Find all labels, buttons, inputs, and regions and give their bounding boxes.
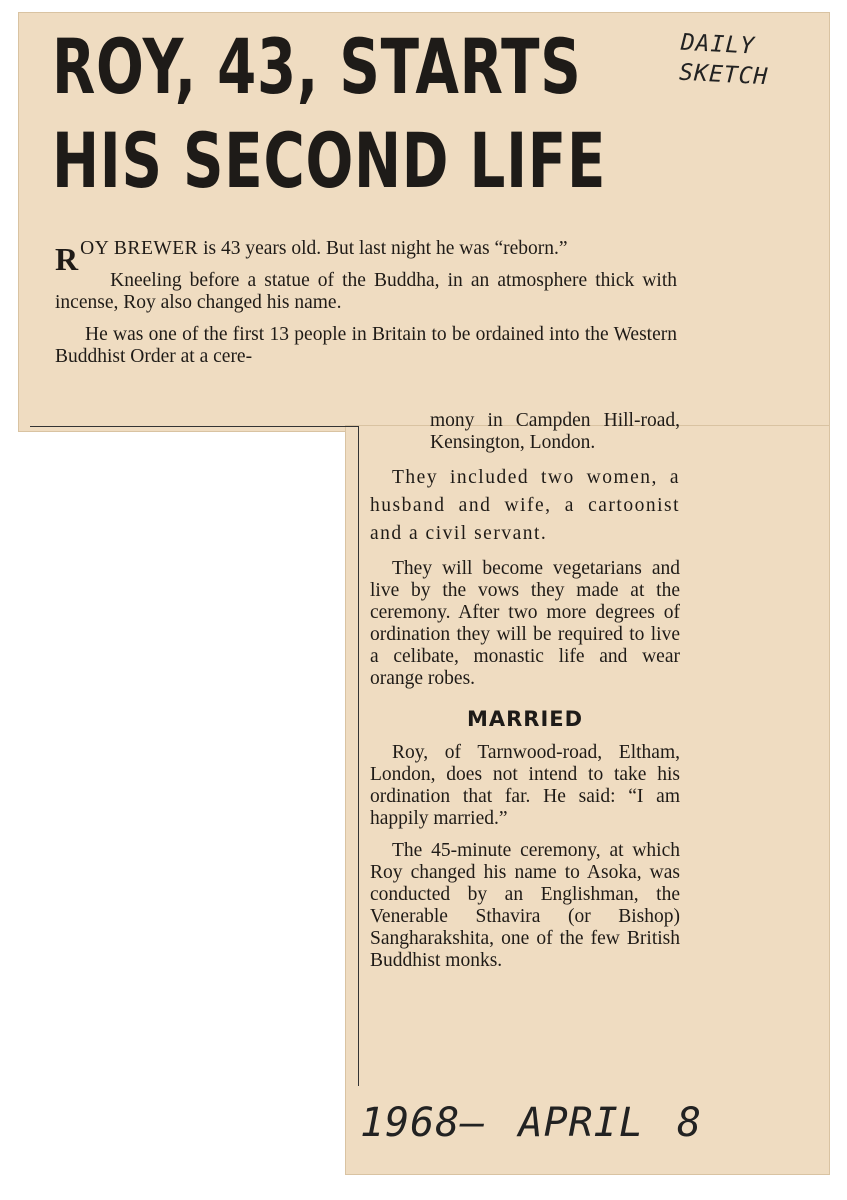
handwritten-date: 1968— APRIL 8 <box>360 1100 703 1146</box>
handwritten-newspaper-name <box>678 28 770 93</box>
paragraph-kneeling: Kneeling before a statue of the Buddha, in an atmosphere thick with incense, Roy also changed his name. <box>55 270 677 313</box>
lead-paragraph <box>55 238 677 277</box>
article-lead <box>55 238 677 368</box>
lead-name-caps: OY BREWER <box>80 238 199 259</box>
subheading-married: MARRIED <box>466 707 584 731</box>
paragraph-ordained-wide: He was one of the first 13 people in Britain to be ordained into the Western Buddhist Order at a cere- <box>55 324 677 367</box>
headline-line-1: ROY, 43, STARTS <box>52 22 582 111</box>
paragraph-ordained-column: mony in Campden Hill-road, Kensington, London. <box>430 410 680 453</box>
lead-text: is 43 years old. But last night he was “reborn.” <box>198 238 568 259</box>
column-rule-horizontal <box>30 426 358 427</box>
column-rule-vertical <box>358 426 359 1086</box>
paragraph-included: They included two women, a husband and wife, a cartoonist and a civil servant. <box>370 467 680 544</box>
paragraph-ceremony: The 45-minute ceremony, at which Roy changed his name to Asoka, was conducted by an Englishman, the Venerable Sthavira (or Bishop) Sangharakshita, one of the few British Buddhist monks. <box>370 840 680 971</box>
drop-cap: R <box>55 241 79 277</box>
handwritten-paper-line-2: SKETCH <box>678 59 769 91</box>
paragraph-vegetarians: They will become vegetarians and live by the vows they made at the ceremony. After two more degrees of ordination they will be required to live a celibate, monastic life and wear orange robes. <box>370 558 680 689</box>
headline <box>52 20 607 208</box>
article-column <box>370 410 680 982</box>
headline-line-2: HIS SECOND LIFE <box>52 116 607 205</box>
paragraph-tarnwood: Roy, of Tarnwood-road, Eltham, London, does not intend to take his ordination that far. He said: “I am happily married.” <box>370 742 680 829</box>
handwritten-paper-line-1: DAILY <box>680 29 756 60</box>
